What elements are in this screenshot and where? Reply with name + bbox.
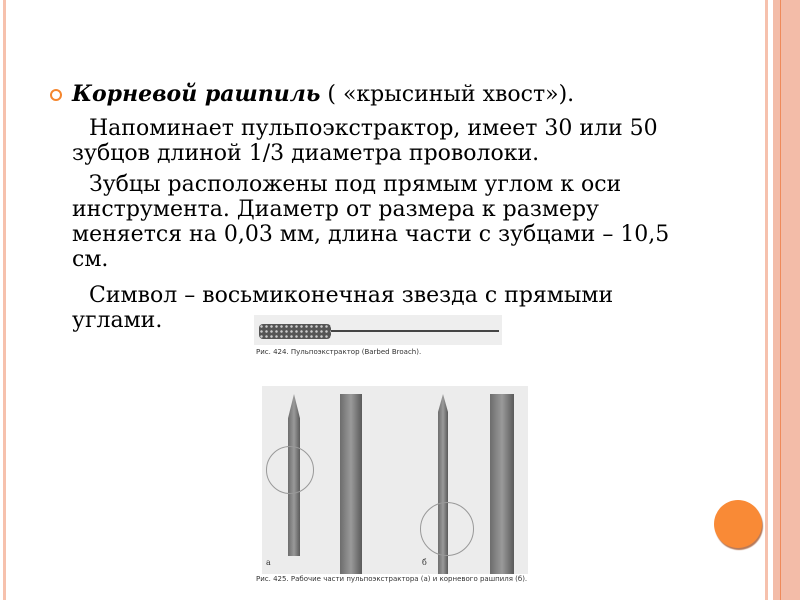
orange-circle-decoration: [714, 500, 762, 548]
right-decorative-wide-bar: [773, 0, 800, 600]
left-decorative-bar: [3, 0, 6, 600]
slide-heading: [72, 82, 574, 107]
bullet-icon: [50, 89, 62, 101]
paragraph-2: Зубцы расположены под прямым углом к оси инструмента. Диаметр от размера к размеру меняется на 0,03 мм, длина части с зубцами – 10,5 см.: [72, 172, 670, 272]
zoom-ring-a: [266, 446, 314, 494]
working-parts-image: [262, 386, 528, 574]
right-decorative-thin-bar: [765, 0, 768, 600]
zoom-ring-b: [420, 502, 474, 556]
paragraph-1: Напоминает пульпоэкстрактор, имеет 30 или 50 зубцов длиной 1/3 диаметра проволоки.: [72, 116, 658, 166]
heading-rest: ( «крысиный хвост»).: [320, 82, 575, 107]
figure-2-caption: Рис. 425. Рабочие части пульпоэкстрактора (а) и корневого рашпиля (б).: [256, 575, 528, 583]
label-b: б: [422, 558, 427, 567]
broach-shaft: [331, 330, 499, 332]
heading-bold: Корневой рашпиль: [72, 81, 321, 107]
rasp-stem-b-zoom: [490, 394, 514, 574]
label-a: а: [266, 558, 271, 567]
figure-1-caption: Рис. 424. Пульпоэкстрактор (Barbed Broach).: [256, 348, 422, 356]
paragraph-3: Символ – восьмиконечная звезда с прямыми углами.: [72, 283, 614, 333]
barbed-broach-image: [254, 315, 502, 345]
broach-stem-a-zoom: [340, 394, 362, 574]
right-decorative-line: [780, 0, 781, 600]
broach-handle: [259, 324, 331, 339]
